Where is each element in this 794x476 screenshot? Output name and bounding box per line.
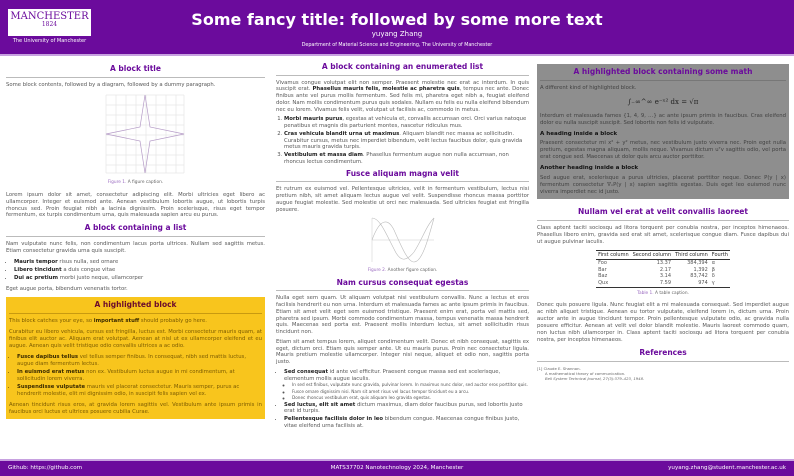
block-heading: A highlighted block [9,297,262,314]
sub-item: ◦ Donec rhoncus vestibulum erat, quis aliquam leo gravida egestas. [292,395,529,400]
text: Vivamus congue volutpat elit non semper. Praesent molestie nec erat ac interdum. In quis suscipit erat. [276,79,529,93]
item-text: . Aliquam blandit nec massa ac sollicitudin. Curabitur cursus, metus nec imperdiet bibendum, velit lectus faucibus dolor, quis gravida metus mauris gravida turpis. [284,130,523,151]
paragraph: A different kind of highlighted block. [540,84,637,91]
data-table [596,250,730,288]
item-text: morbi justo neque, ullamcorper [59,275,144,282]
paragraph: Nam vulputate nunc felis, non condimentum lacus porta ultrices. Nullam sed sagittis metus. Etiam consectetur gravida urna quis suscipit. [6,241,265,255]
bullet-list [284,369,529,430]
item-bold: Sed consequat [284,368,329,375]
cell: 83,742 [690,273,708,280]
poster-title: Some fancy title: followed by some more text [191,10,603,29]
item-text: non ex. Vestibulum luctus augue in mi condimentum, at sollicitudin lorem viverra. [17,369,235,383]
item-text: mauris vel placerat consectetur. Mauris semper, purus ac hendrerit molestie, elit mi dignissim odio, in suscipit felis sapien vel ex. [17,384,240,398]
item-bold: Vestibulum et massa diam [284,152,363,159]
table-row [596,267,730,274]
item-bold: Morbi mauris purus [284,116,343,123]
item-bold: Suspendisse vulputate [17,384,86,391]
poster-footer [0,459,794,476]
bold-text: important stuff [93,318,140,325]
item-text: vel tellus semper finibus. In consequat, nibh sed mattis luctus, augue diam fermentum lectus. [17,354,246,368]
paragraph: Curabitur eu libero vehicula, cursus est fringilla, luctus est. Morbi consectetur mauris quam, at finibus elit auctor ac. Aliquam erat volutpat. Aenean at nisl ut ex ullamcorper eleifend et eu augue. Aenean quis velit tristique odio convallis ultrices a ac odio. [9,329,262,350]
sub-heading: Another heading inside a block [540,165,639,172]
block-figure [276,169,529,274]
header-cell: Second column [631,250,673,260]
table-label: Table 1. [637,290,654,296]
block-heading: Fusce aliquam magna velit [276,169,529,183]
block-heading: A block containing a list [6,223,265,237]
paragraph: Praesent consectetur mi x² + y² metus, nec vestibulum justo viverra nec. Proin eget nulla pretium, egestas magna aliquam, mollis neque. Vivamus dictum uᵀv sagittis odio, vel porta erat congue sed. Maecenas ut dolor quis arcu auctor porttitor. [540,140,786,161]
paragraph: Aenean tincidunt risus eros, at gravida lorem sagittis vel. Vestibulum ante ipsum primis in faucibus orci luctus et ultrices posuere cubilia Curae. [9,402,262,415]
sub-heading: A heading inside a block [540,131,618,138]
paragraph [276,80,529,114]
text: should probably go here. [140,318,207,325]
paragraph: Donec quis posuere ligula. Nunc feugiat elit a mi malesuada consequat. Sed imperdiet augue ac nibh aliquet tristique. Aenean eu tortor vulputate, eleifend lorem in, dictum urna. Proin auctor ante in augue tincidunt tempor. Proin pellentesque vulputate odio, ac gravida nulla posuere efficitur. Aenean at velit vel dolor blandit molestie. Mauris laoreet commodo quam, non luctus nibh ullamcorper in. Class aptent taciti sociosqu ad litora torquent per conubia nostra, per inceptos himenaeos. [537,302,789,344]
paragraph [9,318,262,325]
paragraph: Class aptent taciti sociosqu ad litora torquent per conubia nostra, per inceptos himenaeos. Phasellus libero enim, gravida sed erat sit amet, scelerisque congue diam. Fusce dapibus dui ut augue pulvinar iaculis. [537,224,789,245]
star-diagram [6,93,265,175]
footer-email[interactable]: yuyang.zhang@student.manchester.ac.uk [668,465,786,471]
figure-caption [276,268,529,274]
list-item [284,402,529,416]
table-row [596,280,730,287]
column-2 [276,62,529,431]
cell: Bar [598,266,607,273]
caption-text: Another figure caption. [387,268,438,274]
cell: 7.59 [631,280,673,287]
block-heading: References [537,348,789,362]
item-bold: Dui ac pretium [14,275,59,282]
block-title [6,64,265,219]
block-heading: A block containing an enumerated list [276,62,529,76]
cell: 974 [673,280,710,287]
header-cell: First column [596,250,631,260]
figure-label: Figure 2. [367,268,387,274]
cell: 13.37 [656,260,672,267]
list-item [17,369,262,383]
list-item [284,131,529,151]
caption-text: A table caption. [655,290,689,296]
block-enumerated [276,62,529,166]
cell: 384,394 [687,260,708,267]
cell: δ [711,273,715,280]
ref-title: A mathematical theory of communication. [545,371,626,377]
sine-plot [276,216,529,264]
table-row [596,273,730,280]
figure-label: Figure 1. [107,179,127,185]
table-header [596,250,730,260]
list-item [284,369,529,401]
numbered-list [284,116,529,165]
sub-list [292,382,529,400]
item-bold: Pellentesque facilisis dolor in leo [284,416,383,423]
cosine-curve [372,218,434,259]
block-references [537,348,789,381]
block-heading: Nam cursus consequat egestas [276,278,529,292]
sub-item: ◦ In sed est finibus, vulputate nunc gravida, pulvinar lorem. In maximus nunc dolor, sed auctor eros porttitor quis. [292,382,529,387]
sub-item: ◦ Fusce ornare dignissim nisi. Nam sit amet risus vel lacus tempor tincidunt eu a arcu. [292,389,529,394]
ref-number: [1] [537,366,543,372]
cell: α [711,260,716,267]
paragraph: Sed augue erat, scelerisque a purus ultricies, placerat porttitor neque. Donec P(y | x) fermentum consectetur ∇ₓP(y | x) sapien sagittis egestas. Duis eget leo euismod nunc viverra imperdiet nec id justo. [540,174,786,195]
cell: Baz [598,273,608,280]
list-item [17,384,262,398]
table-caption [537,291,789,297]
list-item [14,275,265,282]
list-item [284,152,529,166]
header-cell: Fourth [710,250,730,260]
column-1 [6,64,265,419]
paragraph: Nulla eget sem quam. Ut aliquam volutpat nisi vestibulum convallis. Nunc a lectus et eros facilisis hendrerit eu non urna. Interdum et malesuada fames ac ante ipsum primis in faucibus. Etiam sit amet velit eget sem euismod tristique. Praesent enim erat, porta vel mattis sed, pharetra sed ipsum. Morbi commodo condimentum massa, tempus venenatis massa hendrerit quis. Maecenas sed porta est. Praesent mollis interdum lectus, sit amet sollicitudin risus tincidunt non. [276,295,529,336]
bullet-list [17,354,262,398]
caption-text: A figure caption. [127,179,164,185]
bullet-list [14,259,265,282]
list-item [284,116,529,130]
column-3 [537,64,789,381]
paragraph: Interdum et malesuada fames {1, 4, 9, …} ac ante ipsum primis in faucibus. Cras eleifend dolor eu nulla suscipit suscipit. Sed lobortis non felis id vulputate. [540,113,786,127]
list-item [284,416,529,430]
block-table [537,207,789,344]
cell: γ [710,280,730,287]
logo-text: MANCHESTER [10,11,89,22]
list-item [14,259,265,266]
paragraph: Lorem ipsum dolor sit amet, consectetur adipiscing elit. Morbi ultricies eget libero ac ullamcorper. Integer et euismod ante. Aenean vestibulum lobortis augue, ut lobortis turpis rhoncus sed. Proin feugiat nibh a lacinia dignissim. Proin scelerisque, risus eget tempor fermentum, ex turpis condimentum urna, quis malesuada sapien arcu eu purus. [6,191,265,219]
figure-caption [6,180,265,186]
item-text: . Phasellus fermentum augue non nulla accumsan, non rhoncus lectus condimentum. [284,152,509,166]
item-bold: Cras vehicula blandit urna ut maximus [284,130,400,137]
cell: Qux [596,280,631,287]
cell: β [711,266,715,273]
header-cell: Third column [673,250,710,260]
footer-course: MATS37702 Nanotechnology 2024, Manchester [330,465,464,471]
author: yuyang Zhang [371,30,423,38]
item-bold: Fusce dapibus tellus [17,354,79,361]
affiliation: Department of Material Science and Engineering, The University of Manchester [301,43,493,48]
block-nam-cursus [276,278,529,430]
bold-text: Phasellus mauris felis, molestie ac pharetra quis [312,86,460,93]
cell: 3.14 [659,273,672,280]
item-text: a duis congue vitae [63,267,116,274]
cell: 2.17 [659,266,672,273]
item-bold: In euismod erat metus [17,369,85,376]
paragraph: Et rutrum ex euismod vel. Pellentesque ultricies, velit in fermentum vestibulum, lectus nisi pretium nibh, sit amet aliquam lectus augue vel velit. Suspendisse rhoncus massa porttitor augue feugiat molestie. Sed molestie ut orci nec malesuada. Sed ultricies feugiat est fringilla posuere. [276,186,529,213]
paragraph: Eget augue porta, bibendum venenatis tortor. [6,286,128,293]
item-text: risus nulla, sed ornare [59,259,119,266]
cell: 1,392 [693,266,708,273]
block-heading: A highlighted block containing some math [540,64,786,81]
list-item [14,267,265,274]
text: This block catches your eye, so [9,318,93,325]
math-block [537,64,789,199]
text: , tempus nec ante. Donec finibus ante vel purus mollis fermentum. Sed felis mi, pharetra eget nibh a, feugiat eleifend dolor. Nam mollis condimentum purus quis sodales. Nullam eu felis eu nulla eleifend bibendum nec eu lorem. Vivamus felis velit, volutpat ut facilisis ac, commodo in metus. [276,86,529,113]
logo-subtitle: The University of Manchester [12,38,87,44]
block-heading: Nullam vel erat at velit convallis laoreet [537,207,789,221]
paragraph: Etiam sit amet tempus lorem, aliquet condimentum velit. Donec et nibh consequat, sagittis ex eget, dictum orci. Etiam quis semper ante. Ut eu mauris purus. Proin nec consectetur ligula. Mauris pretium molestie ullamcorper. Integer nisi neque, aliquet et odio non, sagittis porta justo. [276,338,529,366]
paragraph: Some block contents, followed by a diagram, followed by a dummy paragraph. [6,81,216,88]
item-bold: Libero tincidunt [14,267,62,274]
ref-author: Claude E. Shannon. [543,366,581,372]
item-text: dictum maximus, diam dolor faucibus purus, sed lobortis justo erat id turpis. [284,401,523,415]
footer-github-link[interactable]: Github: https://github.com [8,465,83,471]
item-bold: Sed luctus, elit sit amet [284,401,356,408]
reference-item [537,366,789,381]
math-equation: ∫₋∞^∞ e⁻ˣ² dx = √π [627,97,699,106]
table-row [596,260,730,267]
item-text: bibendum congue. Maecenas congue finibus justo, vitae eleifend urna facilisis at. [284,416,520,429]
cell: Foo [598,260,607,267]
list-item [17,354,262,368]
block-heading: A block title [6,64,265,78]
poster-header [0,0,794,56]
item-bold: Mauris tempor [14,259,58,266]
highlighted-block [6,297,265,419]
item-text: , egestas at vehicula et, convallis accumsan orci. Orci varius natoque penatibus et magnis dis parturient montes, nascetur ridiculus mus. [284,116,527,130]
logo-year: 1824 [41,21,58,28]
star-shape [106,95,184,173]
ref-journal: Bell System Technical Journal, 27(3):379–423, 1948. [545,376,645,382]
item-text: id ante vel efficitur. Praesent congue massa sed est scelerisque, elementum mollis augue iaculis. [284,368,501,382]
block-list [6,223,265,293]
